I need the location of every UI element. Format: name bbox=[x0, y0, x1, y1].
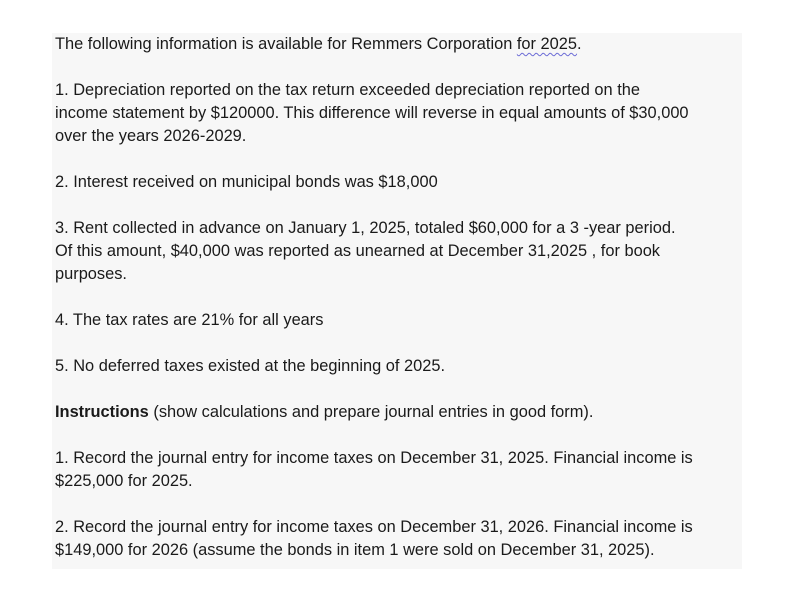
task-1 bbox=[55, 447, 742, 493]
task-2 bbox=[55, 516, 742, 562]
document-body bbox=[52, 33, 742, 569]
text-line: 2. Record the journal entry for income taxes on December 31, 2026. Financial income is bbox=[55, 518, 693, 536]
instructions-label: Instructions bbox=[55, 403, 149, 421]
info-item-3 bbox=[55, 217, 742, 286]
info-item-4 bbox=[55, 309, 742, 332]
text-line: purposes. bbox=[55, 265, 127, 283]
intro-paragraph: The following information is available for Remmers Corporation for 2025. bbox=[55, 35, 582, 53]
text-line: $225,000 for 2025. bbox=[55, 472, 193, 490]
instructions-paragraph: Instructions (show calculations and prepare journal entries in good form). bbox=[55, 403, 594, 421]
spellcheck-underline: for 2025 bbox=[516, 35, 578, 53]
text-line: 2. Interest received on municipal bonds was $18,000 bbox=[55, 173, 438, 191]
text-line: 5. No deferred taxes existed at the beginning of 2025. bbox=[55, 357, 445, 375]
text-line: 1. Depreciation reported on the tax return exceeded depreciation reported on the bbox=[55, 81, 640, 99]
info-item-2 bbox=[55, 171, 742, 194]
info-item-5 bbox=[55, 355, 742, 378]
text-line: 1. Record the journal entry for income taxes on December 31, 2025. Financial income is bbox=[55, 449, 693, 467]
text-line: income statement by $120000. This difference will reverse in equal amounts of $30,000 bbox=[55, 104, 689, 122]
text-line: 4. The tax rates are 21% for all years bbox=[55, 311, 324, 329]
text-line: Of this amount, $40,000 was reported as unearned at December 31,2025 , for book bbox=[55, 242, 661, 260]
text-line: $149,000 for 2026 (assume the bonds in item 1 were sold on December 31, 2025). bbox=[55, 541, 655, 559]
info-item-1 bbox=[55, 79, 742, 148]
text-line: 3. Rent collected in advance on January 1, 2025, totaled $60,000 for a 3 -year period. bbox=[55, 219, 676, 237]
text-line: over the years 2026-2029. bbox=[55, 127, 247, 145]
